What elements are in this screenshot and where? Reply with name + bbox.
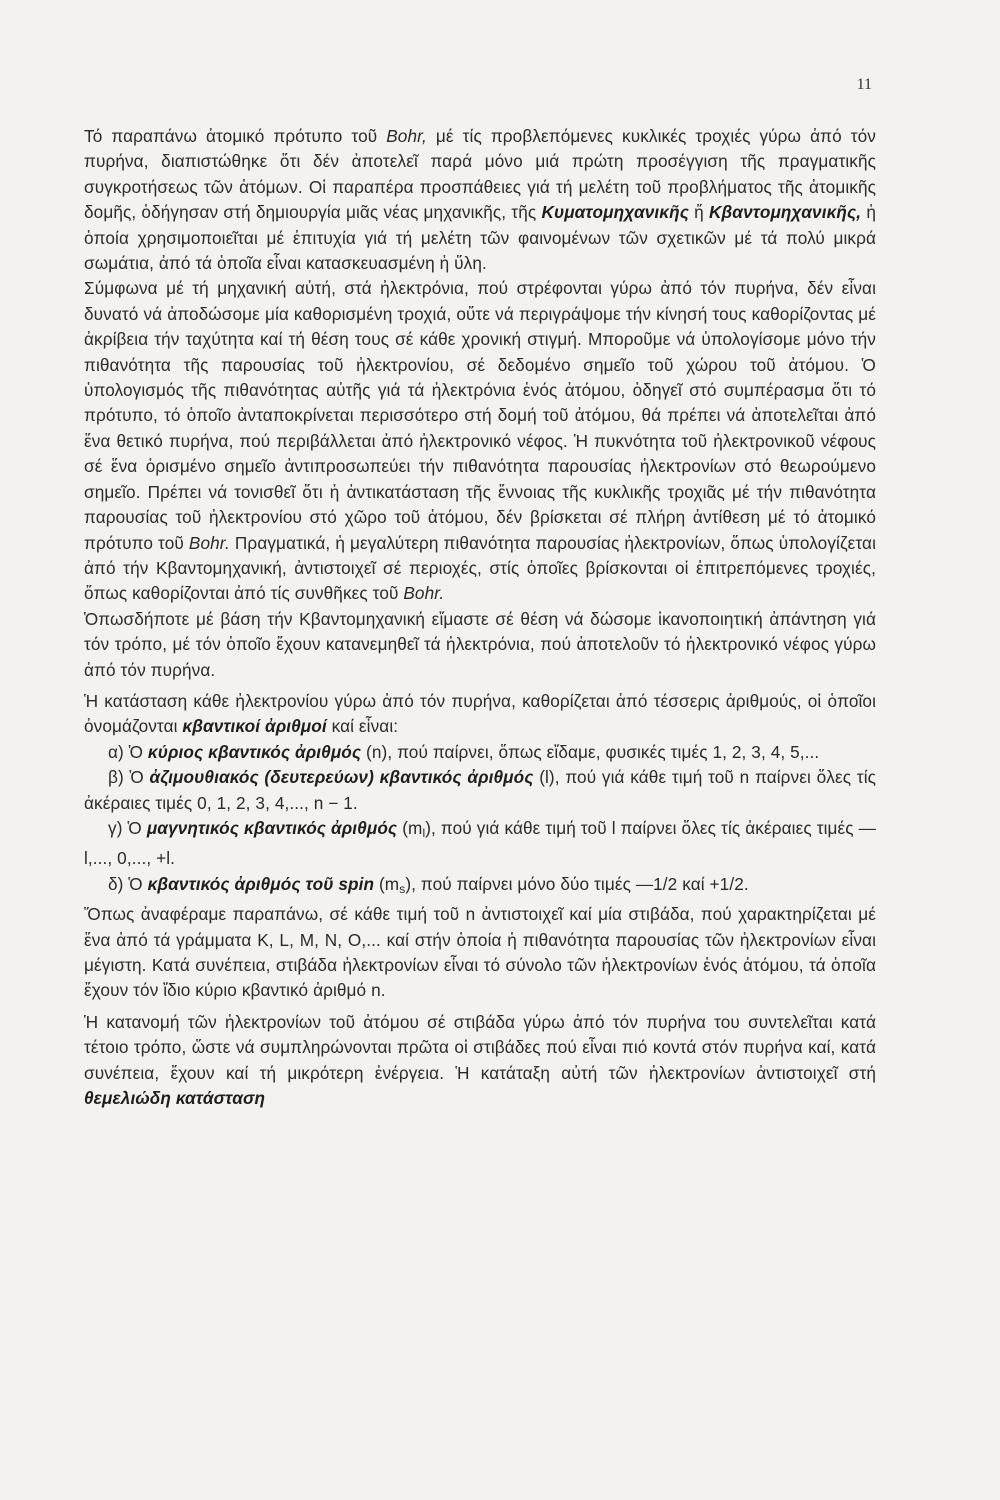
- text: δ) Ὁ: [108, 873, 148, 894]
- term-wave-mechanics: Κυματομηχανικῆς: [541, 202, 689, 223]
- list-item-principal: [84, 740, 876, 765]
- paragraph-quantum-numbers: [84, 689, 876, 740]
- text: β) Ὁ: [108, 767, 150, 788]
- term-quantum-numbers: κβαντικοί ἀριθμοί: [182, 716, 327, 737]
- text: Ὅπως ἀναφέραμε παραπάνω, σέ κάθε τιμή τοῦ n ἀντιστοιχεῖ καί μία στιβάδα, πού χαρακτηρίζεται μέ ἕνα ἀπό τά γράμματα K, L, M, N, O,... καί στήν ὁποία ἡ πιθανότητα παρουσίας τῶν ἠλεκτρονίων εἶναι μέγιστη. Κατά συνέπεια, στιβάδα ἠλεκτρονίων εἶναι τό σύνολο τῶν ἠλεκτρονίων ἑνός ἀτόμου, τά ὁποῖα ἔχουν τόν ἴδιο κύριο κβαντικό ἀριθμό n.: [84, 904, 876, 1001]
- text: γ) Ὁ: [108, 817, 147, 838]
- paragraph-shells: [84, 902, 876, 1004]
- text: καί εἶναι:: [326, 716, 399, 737]
- text: Ἡ κατάσταση κάθε ἠλεκτρονίου γύρω ἀπό τόν πυρήνα, καθορίζεται ἀπό τέσσερις ἀριθμούς, οἱ ὁποῖοι ὀνομάζονται: [84, 690, 876, 737]
- text: Ὁπωσδήποτε μέ βάση τήν Κβαντομηχανική εἴμαστε σέ θέση νά δώσομε ἱκανοποιητική ἀπάντηση γιά τόν τρόπο, μέ τόν ὁποῖο ἔχουν κατανεμηθεῖ τά ἠλεκτρόνια, πού ἀποτελοῦν τό ἠλεκτρονικό νέφος γύρω ἀπό τόν πυρήνα.: [84, 608, 876, 680]
- term-principal-number: κύριος κβαντικός ἀριθμός: [147, 741, 362, 762]
- text: ἤ: [688, 202, 710, 223]
- list-item-magnetic: [84, 816, 876, 872]
- text: (l), πού γιά κάθε τιμή τοῦ n παίρνει ὅλες τίς ἀκέραιες τιμές 0, 1, 2, 3, 4,..., n − 1.: [84, 767, 876, 813]
- list-item-spin: [84, 872, 876, 902]
- text: (m: [397, 817, 423, 838]
- term-spin-number: κβαντικός ἀριθμός τοῦ spin: [147, 873, 375, 894]
- text: μέ τίς προβλεπόμενες κυκλικές τροχιές γύρω ἀπό τόν πυρήνα, διαπιστώθηκε ὅτι δέν ἀποτελεῖ παρά μόνο μιά πρώτη προσέγγιση τῆς πραγματικῆς συγκροτήσεως τῶν ἀτόμων. Οἱ παραπέρα προσπάθειες γιά τή μελέτη τοῦ προβλήματος τῆς ἀτομικῆς δομῆς, ὁδήγησαν στή δημιουργία μιᾶς νέας μηχανικῆς, τῆς: [84, 126, 876, 223]
- text: α) Ὁ: [108, 741, 148, 762]
- text: ἡ ὁποία χρησιμοποιεῖται μέ ἐπιτυχία γιά τή μελέτη τῶν φαινομένων τῶν σχετικῶν μέ τά πολύ μικρά σωμάτια, ἀπό τά ὁποῖα εἶναι κατασκευασμένη ἡ ὕλη.: [84, 202, 876, 274]
- bohr-name: Bohr,: [386, 126, 427, 146]
- body-text: [84, 124, 876, 1111]
- text: (m: [374, 873, 400, 894]
- text: (n), πού παίρνει, ὅπως εἴδαμε, φυσικές τιμές 1, 2, 3, 4, 5,...: [361, 741, 820, 762]
- paragraph-electron-cloud: [84, 276, 876, 606]
- term-quantum-mechanics: Κβαντομηχανικῆς,: [709, 202, 862, 223]
- subscript: l: [422, 825, 426, 840]
- bohr-name: Bohr.: [188, 532, 230, 553]
- text: ), πού γιά κάθε τιμή τοῦ l παίρνει ὅλες τίς ἀκέραιες τιμές —l,..., 0,..., +l.: [84, 817, 876, 869]
- page-number: 11: [856, 76, 872, 93]
- list-item-azimuthal: [84, 765, 876, 816]
- term-magnetic-number: μαγνητικός κβαντικός ἀριθμός: [146, 817, 398, 838]
- paragraph-shell-filling: [84, 1010, 876, 1112]
- text: Ἡ κατανομή τῶν ἠλεκτρονίων τοῦ ἀτόμου σέ στιβάδα γύρω ἀπό τόν πυρήνα του συντελεῖται κατά τέτοιο τρόπο, ὥστε νά συμπληρώνονται πρῶτα οἱ στιβάδες πού εἶναι πιό κοντά στόν πυρήνα καί, κατά συνέπεια, ἔχουν καί τή μικρότερη ἐνέργεια. Ἡ κατάταξη αὐτή τῶν ἠλεκτρονίων ἀντιστοιχεῖ στή: [84, 1011, 876, 1083]
- text: Σύμφωνα μέ τή μηχανική αὐτή, στά ἠλεκτρόνια, πού στρέφονται γύρω ἀπό τόν πυρήνα, δέν εἶναι δυνατό νά ἀποδώσομε μία καθορισμένη τροχιά, οὔτε νά περιγράψομε τήν κίνησή τους καθορίζοντας μέ ἀκρίβεια τήν ταχύτητα καί τή θέση τους σέ κάθε χρονική στιγμή. Μποροῦμε νά ὑπολογίσομε μόνο τήν πιθανότητα τῆς παρουσίας τοῦ ἠλεκτρονίου, σέ δεδομένο σημεῖο τοῦ χώρου τοῦ ἀτόμου. Ὁ ὑπολογισμός τῆς πιθανότητας αὐτῆς γιά τά ἠλεκτρόνια ἑνός ἀτόμου, ὁδηγεῖ στό συμπέρασμα ὅτι τό πρότυπο, τό ὁποῖο ἀνταποκρίνεται περισσότερο στή δομή τοῦ ἀτόμου, θά πρέπει νά ἀποτελεῖται ἀπό ἕνα θετικό πυρήνα, πού περιβάλλεται ἀπό ἠλεκτρονικό νέφος. Ἡ πυκνότητα τοῦ ἠλεκτρονικοῦ νέφους σέ ἕνα ὁρισμένο σημεῖο ἀντιπροσωπεύει τήν πιθανότητα παρουσίας ἠλεκτρονίων στό θεωρούμενο σημεῖο. Πρέπει νά τονισθεῖ ὅτι ἡ ἀντικατάσταση τῆς ἔννοιας τῆς κυκλικῆς τροχιᾶς μέ τήν πιθανότητα παρουσίας τοῦ ἠλεκτρονίου στό χῶρο τοῦ ἀτόμου, δέν βρίσκεται σέ πλήρη ἀντίθεση μέ τό ἀτομικό πρότυπο τοῦ: [84, 278, 876, 553]
- paragraph-distribution: [84, 607, 876, 683]
- paragraph-bohr-model: [84, 124, 876, 276]
- text: ), πού παίρνει μόνο δύο τιμές —1/2 καί +1/2.: [405, 873, 749, 894]
- subscript: s: [399, 881, 406, 896]
- term-ground-state: θεμελιώδη κατάσταση: [84, 1088, 266, 1109]
- text: Πραγματικά, ἡ μεγαλύτερη πιθανότητα παρουσίας ἠλεκτρονίων, ὅπως ὑπολογίζεται ἀπό τήν Κβαντομηχανική, ἀντιστοιχεῖ σέ περιοχές, στίς ὁποῖες βρίσκονται οἱ ἐπιτρεπόμενες τροχιές, ὅπως καθορίζονται ἀπό τίς συνθῆκες τοῦ: [84, 532, 876, 604]
- term-azimuthal-number: ἀζιμουθιακός (δευτερεύων) κβαντικός ἀριθμός: [149, 767, 534, 788]
- bohr-name: Bohr.: [403, 583, 445, 604]
- text: Τό παραπάνω ἀτομικό πρότυπο τοῦ: [84, 126, 387, 146]
